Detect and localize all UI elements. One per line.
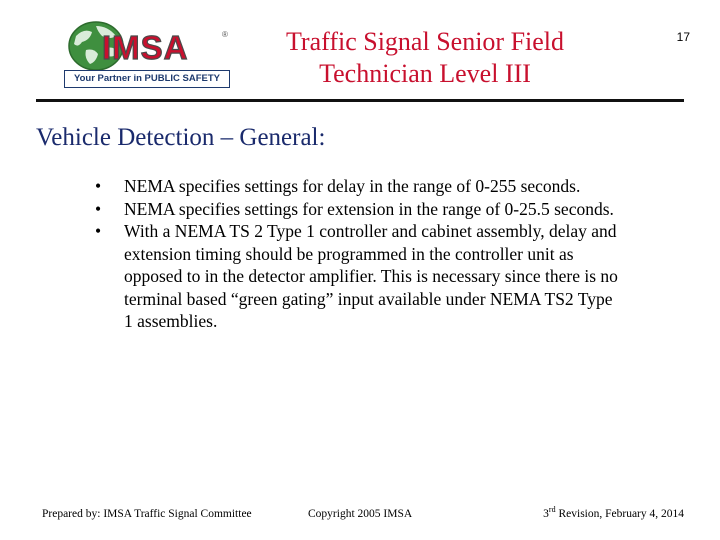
footer-prepared-by: Prepared by: IMSA Traffic Signal Committee	[42, 508, 252, 520]
bullet-marker: •	[95, 221, 102, 241]
bullet-text: With a NEMA TS 2 Type 1 controller and cabinet assembly, delay and extension timing should be programmed in the controller unit as opposed to in the detector amplifier. This is necessary since there is no terminal based “green gating” input available under NEMA TS2 Type 1 assemblies.	[124, 221, 618, 331]
footer-copyright: Copyright 2005 IMSA	[308, 508, 413, 520]
header-divider	[36, 99, 684, 102]
bullet-text: NEMA specifies settings for extension in the range of 0-25.5 seconds.	[124, 198, 614, 219]
revision-suffix: rd	[548, 505, 556, 515]
registered-mark: ®	[222, 30, 228, 39]
footer-revision	[543, 505, 684, 520]
bullet-text: NEMA specifies settings for delay in the range of 0-255 seconds.	[124, 176, 581, 196]
bullet-item	[95, 175, 625, 198]
imsa-logo	[62, 18, 232, 90]
revision-text: Revision, February 4, 2014	[555, 508, 684, 520]
bullet-item	[95, 198, 625, 221]
revision-number: 3	[543, 508, 549, 520]
bullet-marker: •	[95, 198, 102, 219]
slide-header-title	[250, 26, 600, 90]
bullet-item	[95, 220, 625, 333]
header-title-line-2: Technician Level III	[319, 59, 531, 88]
bullet-marker: •	[95, 176, 102, 196]
logo-wordmark: IMSA	[102, 29, 189, 66]
logo-tagline: Your Partner in PUBLIC SAFETY	[64, 70, 230, 88]
bullet-list	[95, 175, 625, 333]
section-title: Vehicle Detection – General:	[36, 124, 326, 151]
page-number: 17	[676, 30, 690, 44]
header-title-line-1: Traffic Signal Senior Field	[285, 27, 565, 56]
